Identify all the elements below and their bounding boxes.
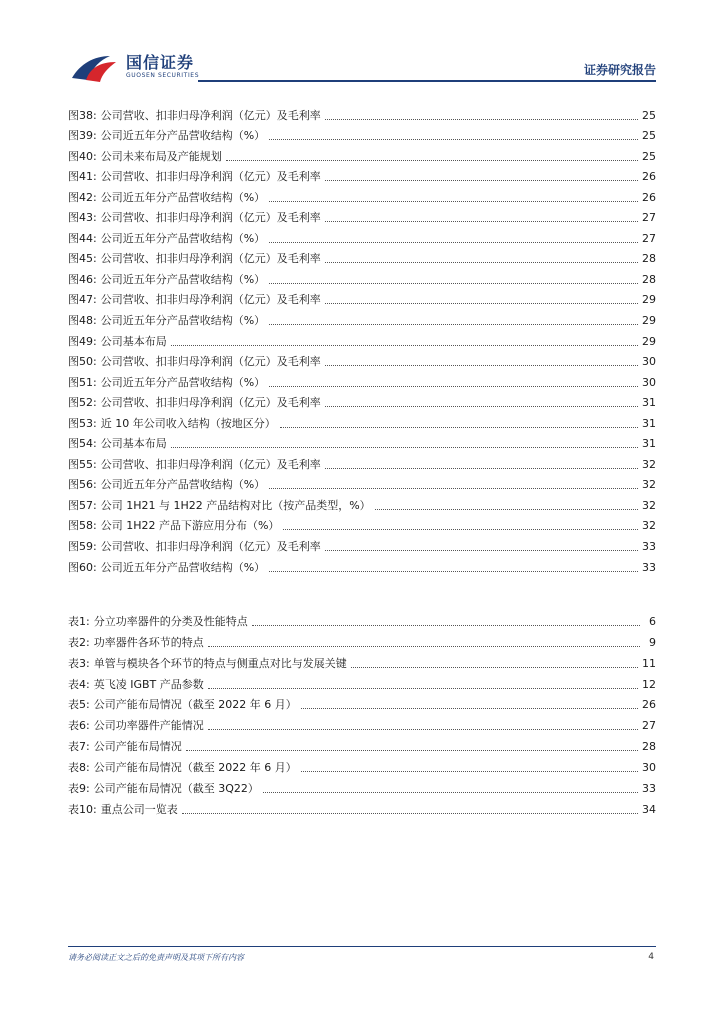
entry-page-number: 32 [642,498,656,512]
entry-page-number: 11 [642,656,656,670]
figure-index-entry[interactable] [68,164,656,185]
table-index-entry[interactable] [68,650,656,671]
table-index-entry[interactable] [68,733,656,754]
entry-label: 图47: [68,293,97,307]
dot-leader [325,406,638,407]
dot-leader [325,303,638,304]
entry-page-number: 6 [649,614,656,628]
dot-leader [269,283,638,284]
guosen-logo [70,50,200,86]
entry-label: 图38: [68,108,97,122]
entry-title: 公司营收、扣非归母净利润（亿元）及毛利率 [100,252,321,266]
entry-label: 表1: [68,614,90,628]
entry-label: 图49: [68,334,97,348]
entry-title: 公司营收、扣非归母净利润（亿元）及毛利率 [100,170,321,184]
dot-leader [263,792,638,793]
figure-index-entry[interactable] [68,492,656,513]
entry-page-number: 28 [642,252,656,266]
figure-index-entry[interactable] [68,184,656,205]
entry-label: 表8: [68,761,90,775]
entry-label: 表3: [68,656,90,670]
entry-label: 图46: [68,272,97,286]
entry-label: 表7: [68,740,90,754]
entry-page-number: 26 [642,170,656,184]
entry-page-number: 31 [642,437,656,451]
guosen-logo-mark-icon [70,50,120,84]
logo-english-name: GUOSEN SECURITIES [126,72,200,79]
dot-leader [325,550,638,551]
figure-index-entry[interactable] [68,307,656,328]
entry-title: 公司基本布局 [100,334,167,348]
entry-page-number: 33 [642,540,656,554]
entry-page-number: 33 [642,560,656,574]
dot-leader [171,345,638,346]
entry-page-number: 32 [642,519,656,533]
table-index-entry[interactable] [68,775,656,796]
entry-page-number: 9 [649,635,656,649]
figure-index-entry[interactable] [68,349,656,370]
entry-label: 图40: [68,149,97,163]
table-index-entry[interactable] [68,671,656,692]
dot-leader [375,509,638,510]
entry-page-number: 25 [642,108,656,122]
figure-index-entry[interactable] [68,143,656,164]
figure-index-entry[interactable] [68,390,656,411]
entry-title: 公司近五年分产品营收结构（%） [100,231,266,245]
dot-leader [325,221,638,222]
entry-label: 图52: [68,396,97,410]
dot-leader [325,365,638,366]
dot-leader [269,324,638,325]
dot-leader [325,119,638,120]
figure-index-entry[interactable] [68,431,656,452]
dot-leader [226,160,638,161]
dot-leader [186,750,638,751]
entry-title: 公司营收、扣非归母净利润（亿元）及毛利率 [100,355,321,369]
entry-title: 英飞凌 IGBT 产品参数 [93,677,204,691]
entry-title: 公司产能布局情况（截至 2022 年 6 月） [93,698,297,712]
entry-label: 图56: [68,478,97,492]
entry-page-number: 33 [642,782,656,796]
dot-leader [269,201,638,202]
dot-leader [269,242,638,243]
entry-label: 图54: [68,437,97,451]
figure-index-entry[interactable] [68,513,656,534]
dot-leader [325,180,638,181]
entry-page-number: 32 [642,478,656,492]
entry-page-number: 28 [642,740,656,754]
entry-label: 图41: [68,170,97,184]
entry-label: 图44: [68,231,97,245]
figure-index-entry[interactable] [68,123,656,144]
entry-label: 图59: [68,540,97,554]
dot-leader [182,813,638,814]
entry-label: 表9: [68,782,90,796]
entry-title: 功率器件各环节的特点 [93,635,204,649]
dot-leader [269,139,638,140]
entry-page-number: 32 [642,457,656,471]
entry-label: 图57: [68,498,97,512]
entry-label: 图45: [68,252,97,266]
entry-title: 公司产能布局情况（截至 3Q22） [93,782,259,796]
entry-page-number: 31 [642,396,656,410]
entry-label: 图48: [68,314,97,328]
entry-label: 图58: [68,519,97,533]
entry-page-number: 30 [642,355,656,369]
dot-leader [269,571,638,572]
table-index-entry[interactable] [68,754,656,775]
entry-page-number: 25 [642,129,656,143]
dot-leader [280,427,638,428]
page-header [0,0,724,90]
entry-page-number: 31 [642,416,656,430]
entry-label: 表2: [68,635,90,649]
entry-title: 分立功率器件的分类及性能特点 [93,614,248,628]
table-index-entry[interactable] [68,692,656,713]
entry-label: 图43: [68,211,97,225]
dot-leader [208,646,640,647]
entry-title: 公司近五年分产品营收结构（%） [100,375,266,389]
entry-title: 公司未来布局及产能规划 [100,149,222,163]
entry-title: 近 10 年公司收入结构（按地区分） [100,416,276,430]
header-divider [198,80,656,82]
entry-title: 单管与模块各个环节的特点与侧重点对比与发展关键 [93,656,347,670]
dot-leader [325,262,638,263]
figure-index-entry[interactable] [68,533,656,554]
dot-leader [325,468,638,469]
entry-label: 图53: [68,416,97,430]
figure-index-entry[interactable] [68,287,656,308]
entry-title: 公司近五年分产品营收结构（%） [100,478,266,492]
dot-leader [301,771,638,772]
entry-title: 公司营收、扣非归母净利润（亿元）及毛利率 [100,540,321,554]
figure-index-entry[interactable] [68,266,656,287]
dot-leader [208,729,638,730]
entry-label: 表6: [68,719,90,733]
entry-page-number: 26 [642,190,656,204]
entry-page-number: 27 [642,719,656,733]
entry-label: 图60: [68,560,97,574]
footer-divider [68,946,656,947]
entry-title: 公司近五年分产品营收结构（%） [100,560,266,574]
figure-index-entry[interactable] [68,369,656,390]
table-index-entry[interactable] [68,629,656,650]
logo-chinese-name: 国信证券 [126,53,195,72]
dot-leader [301,708,638,709]
entry-title: 公司产能布局情况（截至 2022 年 6 月） [93,761,297,775]
entry-title: 公司营收、扣非归母净利润（亿元）及毛利率 [100,293,321,307]
entry-title: 公司营收、扣非归母净利润（亿元）及毛利率 [100,457,321,471]
entry-title: 重点公司一览表 [100,802,178,816]
entry-label: 表5: [68,698,90,712]
entry-label: 图39: [68,129,97,143]
entry-label: 表4: [68,677,90,691]
dot-leader [252,625,640,626]
entry-title: 公司近五年分产品营收结构（%） [100,190,266,204]
entry-page-number: 34 [642,802,656,816]
entry-page-number: 26 [642,698,656,712]
figure-index-entry[interactable] [68,472,656,493]
dot-leader [269,386,638,387]
entry-page-number: 27 [642,231,656,245]
entry-page-number: 29 [642,334,656,348]
entry-title: 公司产能布局情况 [93,740,182,754]
entry-page-number: 12 [642,677,656,691]
entry-label: 图51: [68,375,97,389]
figure-index-entry[interactable] [68,205,656,226]
table-index-list [68,608,656,817]
entry-page-number: 30 [642,761,656,775]
entry-label: 图42: [68,190,97,204]
entry-title: 公司基本布局 [100,437,167,451]
page-number: 4 [648,952,654,962]
entry-label: 图55: [68,457,97,471]
entry-title: 公司营收、扣非归母净利润（亿元）及毛利率 [100,211,321,225]
entry-title: 公司近五年分产品营收结构（%） [100,129,266,143]
entry-page-number: 28 [642,272,656,286]
table-index-entry[interactable] [68,796,656,817]
entry-title: 公司近五年分产品营收结构（%） [100,272,266,286]
figure-index-entry[interactable] [68,451,656,472]
figure-index-entry[interactable] [68,246,656,267]
entry-title: 公司功率器件产能情况 [93,719,204,733]
entry-title: 公司 1H21 与 1H22 产品结构对比（按产品类型，%） [100,498,371,512]
entry-label: 表10: [68,802,97,816]
entry-title: 公司近五年分产品营收结构（%） [100,314,266,328]
entry-title: 公司营收、扣非归母净利润（亿元）及毛利率 [100,396,321,410]
report-type-label: 证券研究报告 [583,63,656,77]
footer-disclaimer: 请务必阅读正文之后的免责声明及其项下所有内容 [68,953,244,962]
dot-leader [208,688,638,689]
figure-index-entry[interactable] [68,410,656,431]
figure-index-entry[interactable] [68,328,656,349]
entry-page-number: 29 [642,314,656,328]
entry-page-number: 29 [642,293,656,307]
dot-leader [269,488,638,489]
figure-index-list [68,102,656,575]
entry-page-number: 25 [642,149,656,163]
table-index-entry[interactable] [68,608,656,629]
entry-title: 公司 1H22 产品下游应用分布（%） [100,519,280,533]
entry-page-number: 30 [642,375,656,389]
dot-leader [283,529,638,530]
dot-leader [171,447,638,448]
figure-index-entry[interactable] [68,554,656,575]
figure-index-entry[interactable] [68,102,656,123]
entry-page-number: 27 [642,211,656,225]
table-index-entry[interactable] [68,712,656,733]
dot-leader [351,667,638,668]
figure-index-entry[interactable] [68,225,656,246]
entry-title: 公司营收、扣非归母净利润（亿元）及毛利率 [100,108,321,122]
entry-label: 图50: [68,355,97,369]
